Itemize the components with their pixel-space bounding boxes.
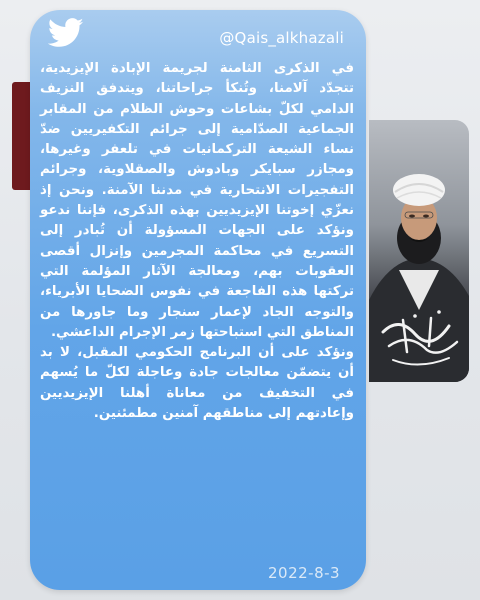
portrait-illustration — [369, 120, 469, 382]
twitter-handle[interactable] — [219, 29, 344, 47]
tweet-card — [30, 10, 366, 590]
handle-text: @Qais_alkhazali — [219, 29, 344, 47]
portrait-photo — [369, 120, 469, 382]
tweet-body — [40, 59, 354, 424]
tweet-paragraph-1: في الذكرى الثامنة لجريمة الإبادة الإيزيدية، تتجدّد آلامنا، وتُنكأ جراحاتنا، ويتدفق النزيف الدامي لكلّ بشاعات وحوش الظلام من المقابر الجماعية الصدّامية إلى جرائم التكفيريين ضدّ نساء الشيعة التركمانيات في تلعفر وغيرها، ومجازر سبايكر وبادوش والصقلاوية، وجرائم التفجيرات الانتحارية في مدننا الآمنة. ونحن إذ نعزّي إخوتنا الإيزيديين بهذه الذكرى، فإننا ندعو ونؤكد على الجهات المسؤولة أن تُبادر إلى التسريع في محاكمة المجرمين وإنزال أقصى العقوبات بهم، ومعالجة الآثار المؤلمة التي تركتها هذه الفاجعة في نفوس الضحايا الأبرياء، والتوجه الجاد لإعمار سنجار وما جاورها من المناطق التي استباحتها زمر الإجرام الداعشي. — [40, 61, 354, 340]
twitter-bird-icon — [48, 18, 84, 48]
tweet-paragraph-2: ونؤكد على أن البرنامج الحكومي المقبل، لا بد أن يتضمّن معالجات جادة وعاجلة لكلّ ما يُسهم في التخفيف من معاناة أهلنا الإيزيديين وإعادتهم إلى مناطقهم آمنين مطمئنين. — [40, 345, 354, 422]
tweet-date: 2022-8-3 — [268, 564, 341, 582]
